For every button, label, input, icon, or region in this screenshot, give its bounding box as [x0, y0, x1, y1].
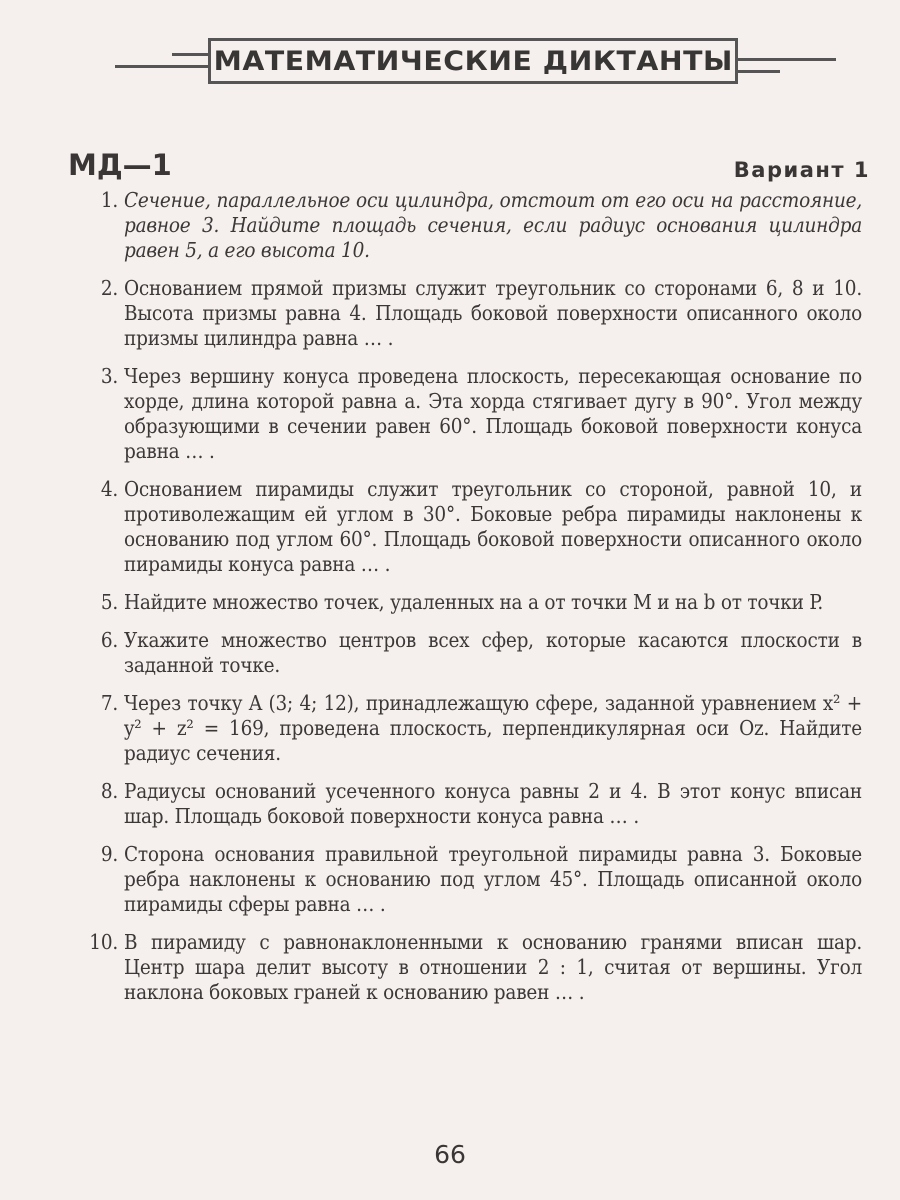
problem-number: 2.: [100, 276, 118, 300]
problem-number: 9.: [100, 842, 118, 866]
page-number: 66: [434, 1140, 466, 1169]
problem-item: [72, 590, 862, 615]
header-rule-right-lower: [736, 70, 780, 73]
problem-number: 1.: [100, 188, 118, 212]
problem-item: [72, 930, 862, 1005]
problem-item: [72, 691, 862, 766]
header-rule-left-upper: [172, 53, 210, 56]
problem-number: 10.: [89, 930, 118, 954]
problem-item: [72, 779, 862, 829]
problem-item: [72, 364, 862, 464]
problem-number: 7.: [100, 691, 118, 715]
problem-number: 3.: [100, 364, 118, 388]
problem-item: [72, 276, 862, 351]
problem-item: [72, 188, 862, 263]
problem-number: 4.: [100, 477, 118, 501]
problem-text: Найдите множество точек, удаленных на a от точки M и на b от точки P.: [124, 590, 824, 614]
problem-text: Основанием пирамиды служит треугольник со стороной, равной 10, и противолежащим ей углом в 30°. Боковые ребра пирамиды наклонены к основанию под углом 60°. Площадь боковой поверхности описанного около пирамиды конуса равна … .: [124, 477, 862, 576]
problem-item: [72, 628, 862, 678]
problem-number: 5.: [100, 590, 118, 614]
problem-text: Через вершину конуса проведена плоскость, пересекающая основание по хорде, длина которой равна a. Эта хорда стягивает дугу в 90°. Угол между образующими в сечении равен 60°. Площадь боковой поверхности конуса равна … .: [124, 364, 862, 463]
header-rule-right-upper: [736, 58, 836, 61]
problem-text: Сечение, параллельное оси цилиндра, отстоит от его оси на расстояние, равное 3. Найдите площадь сечения, если радиус основания цилиндра равен 5, а его высота 10.: [124, 188, 862, 262]
header-rule-left-lower: [115, 65, 210, 68]
header-title: МАТЕМАТИЧЕСКИЕ ДИКТАНТЫ: [213, 45, 733, 77]
problem-list: [72, 188, 862, 1018]
section-heading: [68, 148, 870, 188]
problem-text: Сторона основания правильной треугольной пирамиды равна 3. Боковые ребра наклонены к основанию под углом 45°. Площадь описанной около пирамиды сферы равна … .: [124, 842, 862, 916]
problem-text: Основанием прямой призмы служит треугольник со сторонами 6, 8 и 10. Высота призмы равна 4. Площадь боковой поверхности описанного около призмы цилиндра равна … .: [124, 276, 862, 350]
problem-text: В пирамиду с равнонаклоненными к основанию гранями вписан шар. Центр шара делит высоту в отношении 2 : 1, считая от вершины. Угол наклона боковых граней к основанию равен … .: [124, 930, 862, 1004]
header-title-box: [208, 38, 738, 84]
problem-item: [72, 842, 862, 917]
problem-text: Укажите множество центров всех сфер, которые касаются плоскости в заданной точке.: [124, 628, 862, 677]
problem-text: Радиусы оснований усеченного конуса равны 2 и 4. В этот конус вписан шар. Площадь боковой поверхности конуса равна … .: [124, 779, 862, 828]
problem-number: 6.: [100, 628, 118, 652]
problem-number: 8.: [100, 779, 118, 803]
variant-label: Вариант 1: [733, 158, 870, 182]
section-code: МД—1: [68, 148, 172, 182]
page-header: [0, 38, 900, 98]
problem-text: Через точку A (3; 4; 12), принадлежащую сфере, заданной уравнением x² + y² + z² = 169, проведена плоскость, перпендикулярная оси Oz. Найдите радиус сечения.: [124, 691, 862, 765]
problem-item: [72, 477, 862, 577]
